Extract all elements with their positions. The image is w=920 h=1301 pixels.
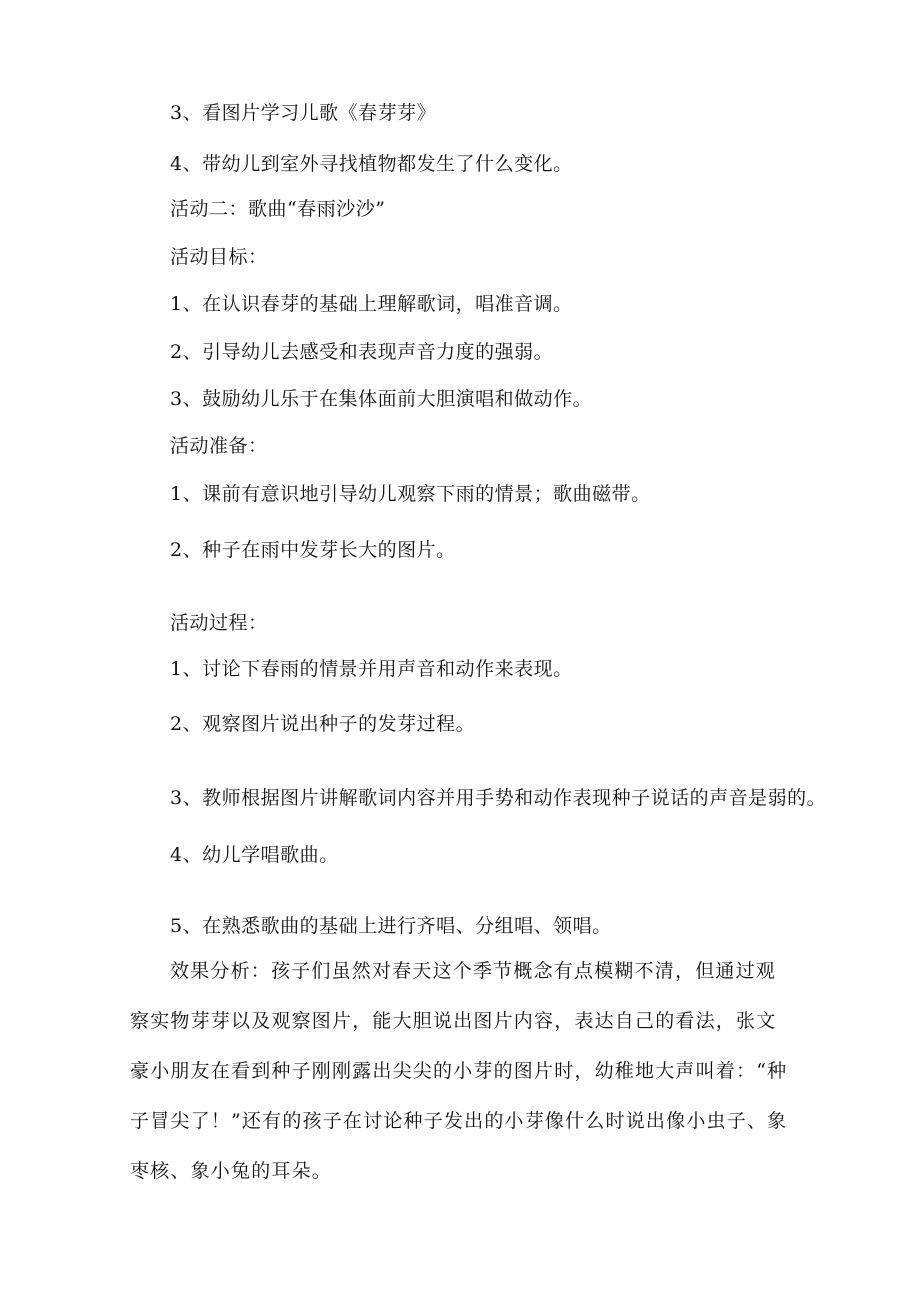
analysis-paragraph: 效果分析：孩子们虽然对春天这个季节概念有点模糊不清，但通过观察实物芽芽以及观察图片，能大胆说出图片内容，表达自己的看法，张文豪小朋友在看到种子刚刚露出尖尖的小芽的图片时，幼稚地大声叫着：“种子冒尖了！”还有的孩子在讨论种子发出的小芽像什么时说出像小虫子、象枣核、象小兔的耳朵。	[130, 960, 788, 1182]
list-item: 5、在熟悉歌曲的基础上进行齐唱、分组唱、领唱。	[170, 915, 612, 937]
section-heading: 活动目标：	[170, 246, 268, 268]
list-item: 2、引导幼儿去感受和表现声音力度的强弱。	[170, 341, 554, 363]
list-item: 1、在认识春芽的基础上理解歌词，唱准音调。	[170, 293, 573, 315]
list-item: 4、带幼儿到室外寻找植物都发生了什么变化。	[170, 153, 573, 175]
list-item: 1、讨论下春雨的情景并用声音和动作来表现。	[170, 658, 573, 680]
section-heading: 活动二：歌曲“春雨沙沙”	[170, 198, 386, 220]
section-heading: 活动过程：	[170, 612, 268, 634]
list-item: 2、观察图片说出种子的发芽过程。	[170, 713, 476, 735]
list-item: 3、鼓励幼儿乐于在集体面前大胆演唱和做动作。	[170, 388, 593, 410]
list-item: 4、幼儿学唱歌曲。	[170, 844, 339, 866]
list-item: 2、种子在雨中发芽长大的图片。	[170, 539, 456, 561]
list-item: 1、课前有意识地引导幼儿观察下雨的情景；歌曲磁带。	[170, 483, 651, 505]
list-item: 3、教师根据图片讲解歌词内容并用手势和动作表现种子说话的声音是弱的。	[170, 787, 827, 809]
list-item: 3、看图片学习儿歌《春芽芽》	[170, 102, 437, 124]
section-heading: 活动准备：	[170, 435, 268, 457]
